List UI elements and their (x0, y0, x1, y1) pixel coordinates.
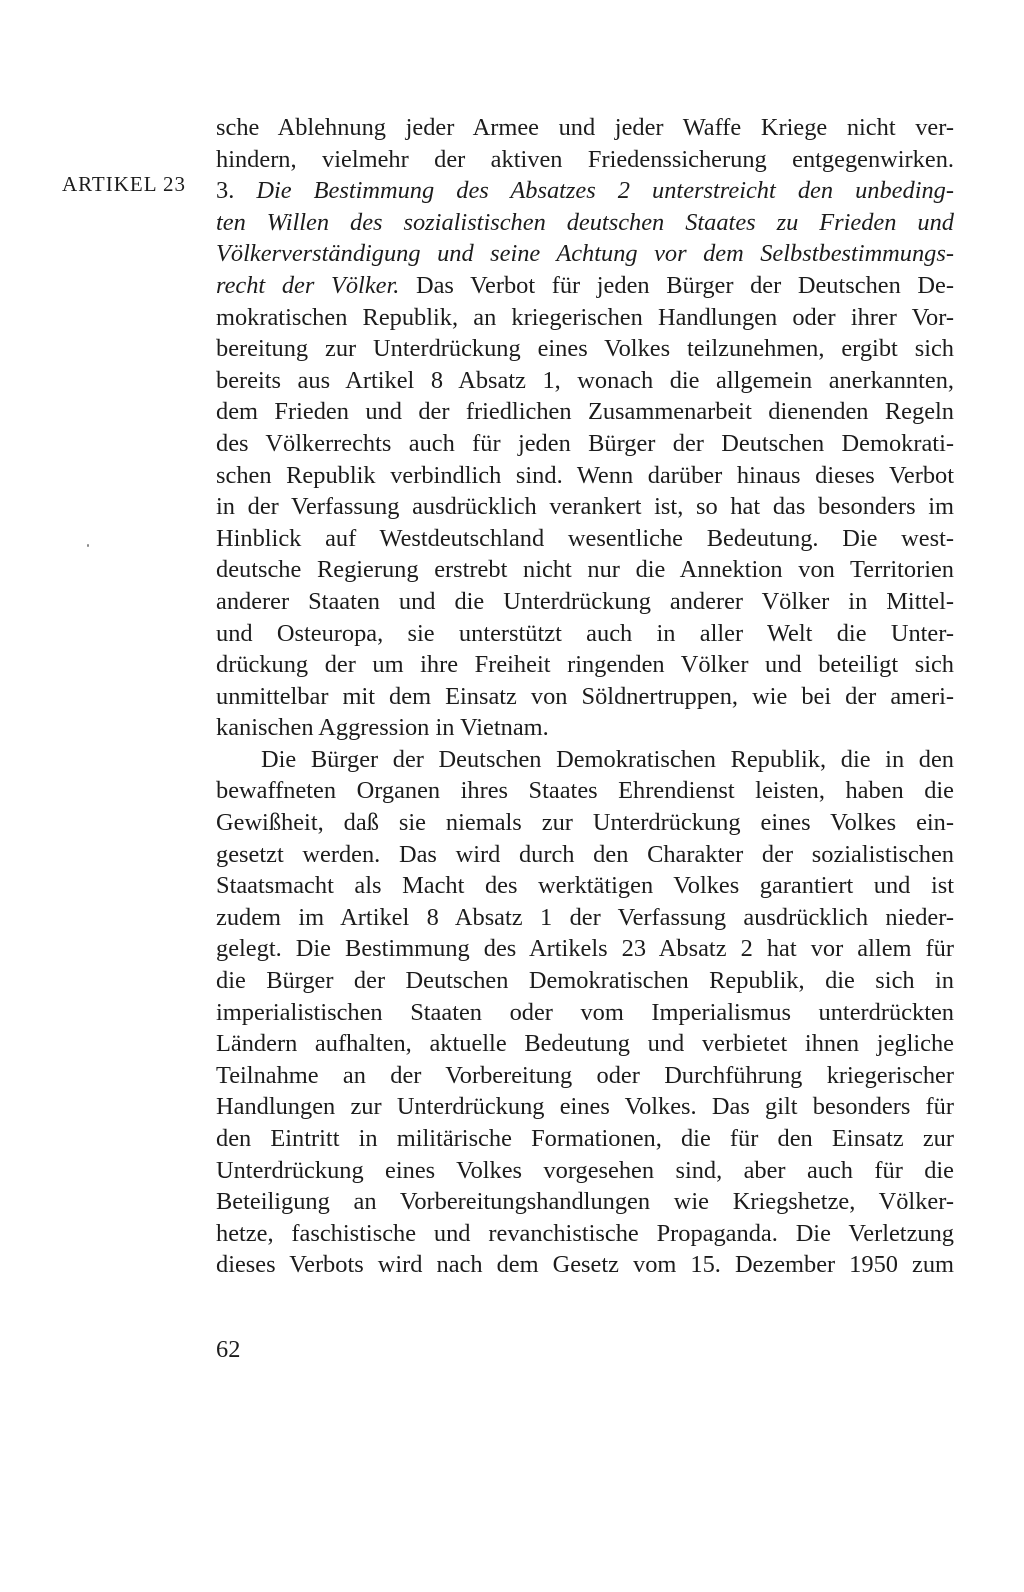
text-line (216, 618, 954, 650)
text-run: bereitung zur Unterdrückung eines Volkes teilzunehmen, ergibt sich (216, 335, 954, 363)
text-line (216, 933, 954, 965)
text-run: bereits aus Artikel 8 Absatz 1, wonach die allgemein anerkannten, (216, 366, 954, 394)
text-line (216, 775, 954, 807)
text-run: dieses Verbots wird nach dem Gesetz vom 15. Dezember 1950 zum (216, 1251, 954, 1279)
text-run: bewaffneten Organen ihres Staates Ehrendienst leisten, haben die (216, 777, 954, 805)
text-run: sche Ablehnung jeder Armee und jeder Waffe Kriege nicht ver- (216, 114, 954, 141)
text-run: und Osteuropa, sie unterstützt auch in aller Welt die Unter- (216, 619, 954, 647)
text-run: Beteiligung an Vorbereitungshandlungen wie Kriegshetze, Völker- (216, 1188, 954, 1216)
italic-text: ten Willen des sozialistischen deutschen Staates zu Frieden und (216, 208, 954, 236)
text-line (216, 1060, 954, 1092)
text-run: Handlungen zur Unterdrückung eines Volkes. Das gilt besonders für (216, 1093, 954, 1121)
text-line (216, 870, 954, 902)
text-line (216, 238, 954, 270)
text-line (216, 1186, 954, 1218)
text-line (216, 365, 954, 397)
text-line (216, 491, 954, 523)
text-line (216, 207, 954, 239)
text-line (216, 396, 954, 428)
text-run: Teilnahme an der Vorbereitung oder Durchführung kriegerischer (216, 1061, 954, 1089)
text-run: hindern, vielmehr der aktiven Friedenssicherung entgegenwirken. (216, 145, 954, 173)
text-line (216, 712, 954, 744)
text-line (216, 1218, 954, 1250)
text-run: gelegt. Die Bestimmung des Artikels 23 Absatz 2 hat vor allem für (216, 935, 954, 963)
text-line (216, 1091, 954, 1123)
text-line (216, 965, 954, 997)
text-line (216, 1028, 954, 1060)
text-run: 3. (216, 177, 257, 205)
text-run: zudem im Artikel 8 Absatz 1 der Verfassung ausdrücklich nieder- (216, 903, 954, 931)
text-run: mokratischen Republik, an kriegerischen Handlungen oder ihrer Vor- (216, 303, 954, 331)
text-run: Staatsmacht als Macht des werktätigen Volkes garantiert und ist (216, 872, 954, 900)
text-run: Die Bürger der Deutschen Demokratischen Republik, die in den (261, 745, 954, 773)
text-run: deutsche Regierung erstrebt nicht nur die Annektion von Territorien (216, 556, 954, 584)
text-run: Unterdrückung eines Volkes vorgesehen sind, aber auch für die (216, 1156, 954, 1184)
text-line (216, 649, 954, 681)
text-run: die Bürger der Deutschen Demokratischen Republik, die sich in (216, 967, 954, 995)
text-run: hetze, faschistische und revanchistische Propaganda. Die Verletzung (216, 1219, 954, 1247)
text-run: drückung der um ihre Freiheit ringenden Völker und beteiligt sich (216, 651, 954, 679)
text-run: kanischen Aggression in Vietnam. (216, 714, 549, 742)
text-line (216, 1249, 954, 1281)
italic-text: Die Bestimmung des Absatzes 2 unterstreicht den unbeding- (256, 177, 954, 205)
text-line (216, 744, 954, 776)
text-line (216, 554, 954, 586)
text-line (216, 523, 954, 555)
text-run: unmittelbar mit dem Einsatz von Söldnertruppen, wie bei der ameri- (216, 682, 954, 710)
text-line (216, 1155, 954, 1187)
text-line (216, 302, 954, 334)
text-run: in der Verfassung ausdrücklich verankert ist, so hat das besonders im (216, 493, 954, 521)
text-line (216, 270, 954, 302)
text-run: Hinblick auf Westdeutschland wesentliche Bedeutung. Die west- (216, 524, 954, 552)
paper-speck (87, 544, 89, 547)
text-run: schen Republik verbindlich sind. Wenn darüber hinaus dieses Verbot (216, 461, 954, 489)
text-line (216, 175, 954, 207)
italic-text: recht der Völker. (216, 271, 400, 299)
text-line (216, 144, 954, 176)
text-run: Ländern aufhalten, aktuelle Bedeutung und verbietet ihnen jegliche (216, 1030, 954, 1058)
text-line (216, 333, 954, 365)
text-line (216, 1123, 954, 1155)
text-line (216, 586, 954, 618)
text-line (216, 997, 954, 1029)
text-run: den Eintritt in militärische Formationen, die für den Einsatz zur (216, 1125, 954, 1152)
text-line (216, 807, 954, 839)
text-line (216, 902, 954, 934)
text-run: imperialistischen Staaten oder vom Imperialismus unterdrückten (216, 998, 954, 1026)
italic-text: Völkerverständigung und seine Achtung vor dem Selbstbestimmungs- (216, 240, 954, 268)
text-run: dem Frieden und der friedlichen Zusammenarbeit dienenden Regeln (216, 398, 954, 426)
text-line (216, 112, 954, 144)
text-run: Gewißheit, daß sie niemals zur Unterdrückung eines Volkes ein- (216, 809, 954, 837)
body-text (216, 112, 954, 1281)
text-line (216, 839, 954, 871)
text-line (216, 681, 954, 713)
text-line (216, 428, 954, 460)
page-number: 62 (216, 1336, 241, 1363)
text-run: des Völkerrechts auch für jeden Bürger der Deutschen Demokrati- (216, 429, 954, 457)
text-run: anderer Staaten und die Unterdrückung anderer Völker in Mittel- (216, 587, 954, 615)
text-run: gesetzt werden. Das wird durch den Charakter der sozialistischen (216, 840, 954, 868)
text-run: Das Verbot für jeden Bürger der Deutschen De- (399, 271, 954, 299)
text-line (216, 460, 954, 492)
article-margin-label: ARTIKEL 23 (62, 172, 187, 196)
